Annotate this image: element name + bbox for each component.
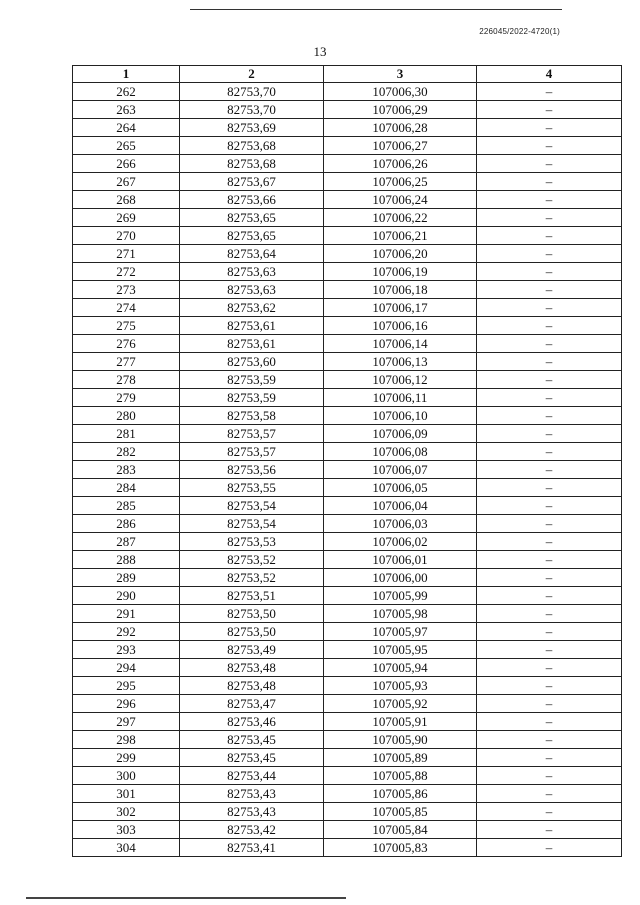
note-cell: – [477, 623, 622, 641]
coordinate-y-cell: 107006,28 [324, 119, 477, 137]
coordinate-x-cell: 82753,62 [180, 299, 324, 317]
coordinate-y-cell: 107006,14 [324, 335, 477, 353]
note-cell: – [477, 839, 622, 857]
point-number-cell: 277 [73, 353, 180, 371]
point-number-cell: 292 [73, 623, 180, 641]
coordinate-y-cell: 107006,11 [324, 389, 477, 407]
point-number-cell: 268 [73, 191, 180, 209]
coordinate-y-cell: 107006,20 [324, 245, 477, 263]
coordinate-y-cell: 107006,21 [324, 227, 477, 245]
table-row [73, 551, 622, 569]
coordinate-x-cell: 82753,60 [180, 353, 324, 371]
table-row [73, 281, 622, 299]
coordinate-x-cell: 82753,67 [180, 173, 324, 191]
table-row [73, 731, 622, 749]
note-cell: – [477, 713, 622, 731]
note-cell: – [477, 803, 622, 821]
point-number-cell: 291 [73, 605, 180, 623]
note-cell: – [477, 389, 622, 407]
table-row [73, 497, 622, 515]
note-cell: – [477, 695, 622, 713]
point-number-cell: 287 [73, 533, 180, 551]
point-number-cell: 271 [73, 245, 180, 263]
point-number-cell: 283 [73, 461, 180, 479]
coordinate-y-cell: 107006,03 [324, 515, 477, 533]
note-cell: – [477, 263, 622, 281]
point-number-cell: 282 [73, 443, 180, 461]
note-cell: – [477, 155, 622, 173]
note-cell: – [477, 443, 622, 461]
point-number-cell: 272 [73, 263, 180, 281]
coordinate-x-cell: 82753,70 [180, 101, 324, 119]
note-cell: – [477, 461, 622, 479]
table-row [73, 695, 622, 713]
table-row [73, 263, 622, 281]
coordinate-y-cell: 107006,08 [324, 443, 477, 461]
point-number-cell: 303 [73, 821, 180, 839]
note-cell: – [477, 677, 622, 695]
point-number-cell: 265 [73, 137, 180, 155]
table-row [73, 641, 622, 659]
coordinate-y-cell: 107005,86 [324, 785, 477, 803]
note-cell: – [477, 515, 622, 533]
coordinate-x-cell: 82753,50 [180, 623, 324, 641]
table-row [73, 425, 622, 443]
point-number-cell: 286 [73, 515, 180, 533]
coordinate-x-cell: 82753,70 [180, 83, 324, 101]
coordinate-y-cell: 107005,95 [324, 641, 477, 659]
top-rule [190, 9, 562, 10]
coordinate-x-cell: 82753,45 [180, 749, 324, 767]
coordinate-x-cell: 82753,44 [180, 767, 324, 785]
coordinate-x-cell: 82753,50 [180, 605, 324, 623]
note-cell: – [477, 425, 622, 443]
coordinate-x-cell: 82753,57 [180, 443, 324, 461]
column-header: 3 [324, 66, 477, 83]
coordinate-y-cell: 107005,90 [324, 731, 477, 749]
coordinate-y-cell: 107005,85 [324, 803, 477, 821]
table-row [73, 371, 622, 389]
table-row [73, 317, 622, 335]
table-row [73, 821, 622, 839]
table-row [73, 137, 622, 155]
point-number-cell: 302 [73, 803, 180, 821]
note-cell: – [477, 317, 622, 335]
point-number-cell: 262 [73, 83, 180, 101]
note-cell: – [477, 533, 622, 551]
coordinate-y-cell: 107006,13 [324, 353, 477, 371]
coordinate-x-cell: 82753,61 [180, 335, 324, 353]
note-cell: – [477, 173, 622, 191]
table-row [73, 803, 622, 821]
column-header: 1 [73, 66, 180, 83]
coordinate-x-cell: 82753,52 [180, 551, 324, 569]
point-number-cell: 294 [73, 659, 180, 677]
note-cell: – [477, 371, 622, 389]
note-cell: – [477, 479, 622, 497]
point-number-cell: 263 [73, 101, 180, 119]
table-row [73, 839, 622, 857]
table-row [73, 623, 622, 641]
coordinate-x-cell: 82753,59 [180, 371, 324, 389]
table-row [73, 119, 622, 137]
coordinate-x-cell: 82753,43 [180, 785, 324, 803]
note-cell: – [477, 353, 622, 371]
page-number: 13 [313, 44, 327, 59]
coordinate-x-cell: 82753,65 [180, 209, 324, 227]
note-cell: – [477, 659, 622, 677]
coordinate-y-cell: 107006,04 [324, 497, 477, 515]
point-number-cell: 296 [73, 695, 180, 713]
coordinate-y-cell: 107005,89 [324, 749, 477, 767]
coordinate-x-cell: 82753,55 [180, 479, 324, 497]
table-row [73, 569, 622, 587]
note-cell: – [477, 245, 622, 263]
coordinate-y-cell: 107005,83 [324, 839, 477, 857]
coordinate-x-cell: 82753,54 [180, 515, 324, 533]
coordinates-table [72, 65, 622, 857]
note-cell: – [477, 587, 622, 605]
table-row [73, 335, 622, 353]
point-number-cell: 284 [73, 479, 180, 497]
table-row [73, 101, 622, 119]
note-cell: – [477, 821, 622, 839]
point-number-cell: 295 [73, 677, 180, 695]
coordinate-y-cell: 107006,01 [324, 551, 477, 569]
point-number-cell: 289 [73, 569, 180, 587]
note-cell: – [477, 551, 622, 569]
coordinate-y-cell: 107005,92 [324, 695, 477, 713]
note-cell: – [477, 335, 622, 353]
table-row [73, 587, 622, 605]
note-cell: – [477, 731, 622, 749]
coordinate-y-cell: 107005,88 [324, 767, 477, 785]
point-number-cell: 279 [73, 389, 180, 407]
coordinate-y-cell: 107006,02 [324, 533, 477, 551]
coordinate-y-cell: 107005,97 [324, 623, 477, 641]
coordinate-y-cell: 107006,24 [324, 191, 477, 209]
coordinate-x-cell: 82753,65 [180, 227, 324, 245]
table-row [73, 785, 622, 803]
coordinate-y-cell: 107006,26 [324, 155, 477, 173]
coordinate-y-cell: 107005,91 [324, 713, 477, 731]
point-number-cell: 264 [73, 119, 180, 137]
note-cell: – [477, 281, 622, 299]
coordinate-x-cell: 82753,69 [180, 119, 324, 137]
point-number-cell: 301 [73, 785, 180, 803]
coordinate-y-cell: 107005,98 [324, 605, 477, 623]
note-cell: – [477, 641, 622, 659]
table-row [73, 677, 622, 695]
coordinate-y-cell: 107005,94 [324, 659, 477, 677]
column-header: 2 [180, 66, 324, 83]
note-cell: – [477, 407, 622, 425]
point-number-cell: 275 [73, 317, 180, 335]
point-number-cell: 299 [73, 749, 180, 767]
coordinate-x-cell: 82753,52 [180, 569, 324, 587]
coordinate-x-cell: 82753,53 [180, 533, 324, 551]
table-row [73, 155, 622, 173]
table-row [73, 533, 622, 551]
coordinate-x-cell: 82753,56 [180, 461, 324, 479]
point-number-cell: 288 [73, 551, 180, 569]
coordinate-x-cell: 82753,45 [180, 731, 324, 749]
note-cell: – [477, 209, 622, 227]
coordinate-y-cell: 107006,00 [324, 569, 477, 587]
table-row [73, 173, 622, 191]
note-cell: – [477, 299, 622, 317]
note-cell: – [477, 191, 622, 209]
coordinate-y-cell: 107006,10 [324, 407, 477, 425]
table-row [73, 443, 622, 461]
point-number-cell: 267 [73, 173, 180, 191]
table-row [73, 209, 622, 227]
note-cell: – [477, 767, 622, 785]
bottom-rule [26, 897, 346, 899]
coordinate-x-cell: 82753,63 [180, 263, 324, 281]
coordinate-x-cell: 82753,59 [180, 389, 324, 407]
coordinate-x-cell: 82753,49 [180, 641, 324, 659]
point-number-cell: 298 [73, 731, 180, 749]
table-header-row [73, 66, 622, 83]
coordinate-y-cell: 107005,93 [324, 677, 477, 695]
note-cell: – [477, 119, 622, 137]
coordinate-x-cell: 82753,42 [180, 821, 324, 839]
point-number-cell: 273 [73, 281, 180, 299]
point-number-cell: 300 [73, 767, 180, 785]
point-number-cell: 274 [73, 299, 180, 317]
point-number-cell: 281 [73, 425, 180, 443]
point-number-cell: 269 [73, 209, 180, 227]
coordinate-x-cell: 82753,66 [180, 191, 324, 209]
point-number-cell: 297 [73, 713, 180, 731]
note-cell: – [477, 101, 622, 119]
coordinate-y-cell: 107006,19 [324, 263, 477, 281]
coordinate-x-cell: 82753,43 [180, 803, 324, 821]
coordinate-y-cell: 107006,25 [324, 173, 477, 191]
coordinate-x-cell: 82753,48 [180, 659, 324, 677]
table-row [73, 245, 622, 263]
table-row [73, 353, 622, 371]
coordinate-x-cell: 82753,68 [180, 137, 324, 155]
coordinate-x-cell: 82753,68 [180, 155, 324, 173]
table-row [73, 749, 622, 767]
table-row [73, 659, 622, 677]
document-reference: 226045/2022-4720(1) [479, 27, 560, 36]
table-row [73, 83, 622, 101]
point-number-cell: 280 [73, 407, 180, 425]
note-cell: – [477, 227, 622, 245]
coordinate-y-cell: 107006,16 [324, 317, 477, 335]
note-cell: – [477, 497, 622, 515]
coordinate-y-cell: 107006,05 [324, 479, 477, 497]
table-body [73, 83, 622, 857]
point-number-cell: 270 [73, 227, 180, 245]
point-number-cell: 290 [73, 587, 180, 605]
table-row [73, 461, 622, 479]
coordinate-x-cell: 82753,58 [180, 407, 324, 425]
coordinate-y-cell: 107006,09 [324, 425, 477, 443]
table-row [73, 227, 622, 245]
coordinate-x-cell: 82753,41 [180, 839, 324, 857]
point-number-cell: 285 [73, 497, 180, 515]
coordinate-x-cell: 82753,64 [180, 245, 324, 263]
note-cell: – [477, 785, 622, 803]
coordinate-y-cell: 107006,07 [324, 461, 477, 479]
note-cell: – [477, 749, 622, 767]
table-row [73, 191, 622, 209]
note-cell: – [477, 83, 622, 101]
coordinate-x-cell: 82753,51 [180, 587, 324, 605]
coordinate-y-cell: 107006,27 [324, 137, 477, 155]
coordinate-x-cell: 82753,57 [180, 425, 324, 443]
coordinate-y-cell: 107005,84 [324, 821, 477, 839]
table-row [73, 389, 622, 407]
coordinate-x-cell: 82753,46 [180, 713, 324, 731]
note-cell: – [477, 605, 622, 623]
coordinate-y-cell: 107006,17 [324, 299, 477, 317]
note-cell: – [477, 137, 622, 155]
table-row [73, 407, 622, 425]
coordinate-y-cell: 107006,12 [324, 371, 477, 389]
coordinate-y-cell: 107005,99 [324, 587, 477, 605]
coordinate-x-cell: 82753,48 [180, 677, 324, 695]
point-number-cell: 266 [73, 155, 180, 173]
note-cell: – [477, 569, 622, 587]
coordinate-y-cell: 107006,18 [324, 281, 477, 299]
table-row [73, 713, 622, 731]
table-row [73, 299, 622, 317]
column-header: 4 [477, 66, 622, 83]
table-row [73, 605, 622, 623]
coordinate-y-cell: 107006,30 [324, 83, 477, 101]
point-number-cell: 278 [73, 371, 180, 389]
table-row [73, 479, 622, 497]
point-number-cell: 304 [73, 839, 180, 857]
coordinate-x-cell: 82753,63 [180, 281, 324, 299]
table-row [73, 767, 622, 785]
coordinate-y-cell: 107006,22 [324, 209, 477, 227]
coordinate-x-cell: 82753,61 [180, 317, 324, 335]
table-row [73, 515, 622, 533]
coordinate-y-cell: 107006,29 [324, 101, 477, 119]
coordinate-x-cell: 82753,54 [180, 497, 324, 515]
point-number-cell: 276 [73, 335, 180, 353]
point-number-cell: 293 [73, 641, 180, 659]
coordinate-x-cell: 82753,47 [180, 695, 324, 713]
